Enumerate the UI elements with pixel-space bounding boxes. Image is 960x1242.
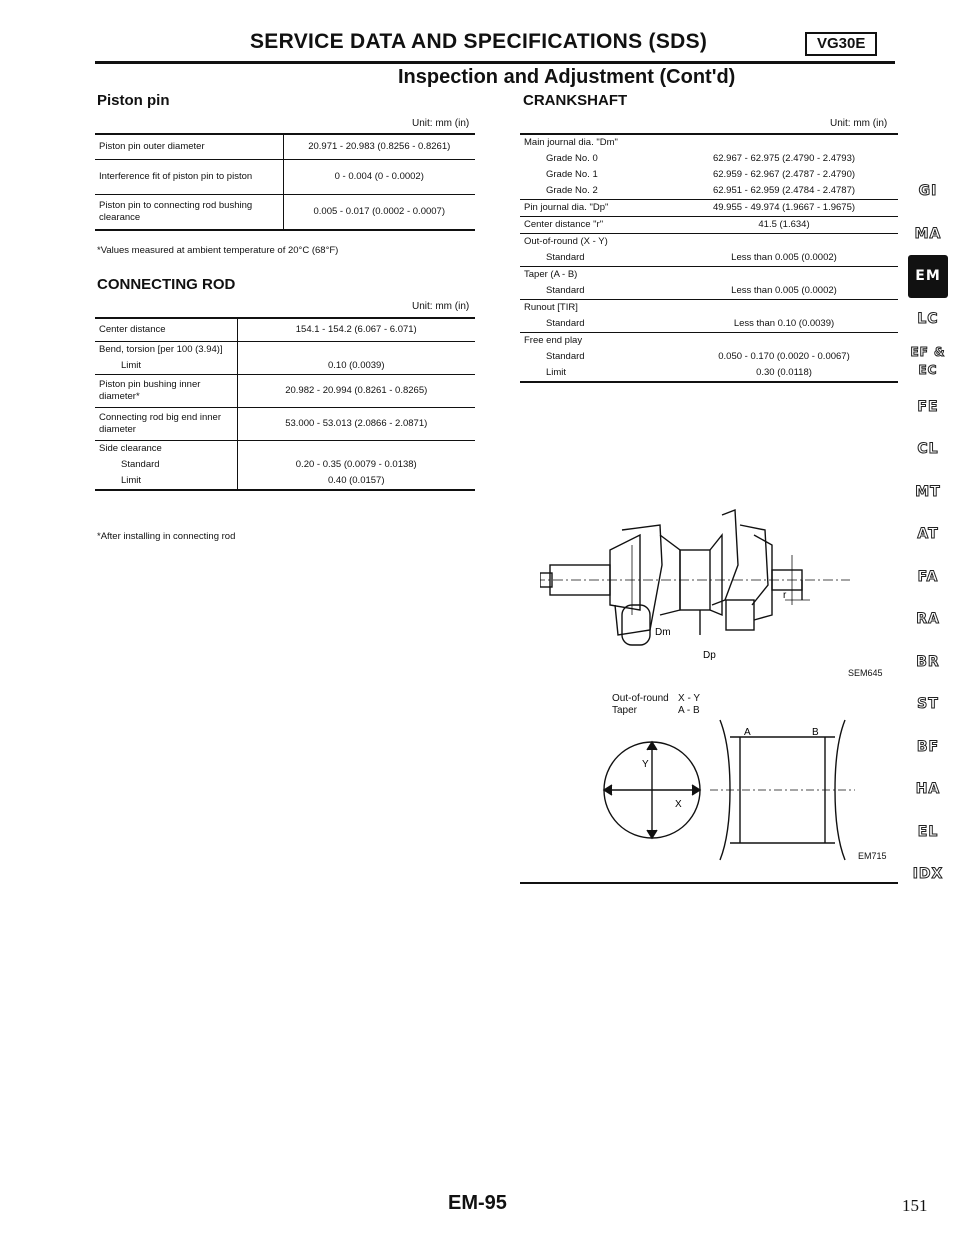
page-subtitle: Inspection and Adjustment (Cont'd) [398, 66, 736, 88]
row-sublabel: Grade No. 1 [546, 169, 598, 180]
tab-idx[interactable]: IDX [912, 866, 944, 882]
piston-pin-table [95, 133, 475, 231]
tab-cl[interactable]: CL [917, 441, 939, 457]
figure-code-sem645: SEM645 [848, 668, 883, 678]
tab-gi[interactable]: GI [918, 183, 938, 199]
table-row [95, 134, 475, 160]
tab-st[interactable]: ST [917, 696, 939, 712]
dp-label: Dp [703, 650, 716, 661]
row-value: 53.000 - 53.013 (2.0866 - 2.0871) [237, 408, 475, 441]
row-sublabel: Limit [121, 360, 142, 371]
table-row [95, 408, 475, 441]
table-row [520, 365, 898, 382]
row-value: 62.951 - 62.959 (2.4784 - 2.4787) [712, 185, 856, 196]
table-row [520, 250, 898, 267]
connecting-rod-heading: CONNECTING ROD [97, 276, 236, 293]
table-row [95, 318, 475, 342]
row-label: Out-of-round (X - Y) [520, 234, 670, 251]
table-row [95, 342, 475, 359]
tab-bf[interactable]: BF [916, 738, 940, 755]
row-sublabel: Grade No. 2 [546, 185, 598, 196]
row-value: Less than 0.005 (0.0002) [731, 252, 837, 263]
row-label: Side clearance [95, 441, 237, 458]
row-sublabel: Limit [546, 367, 567, 378]
row-label: Center distance "r" [520, 217, 670, 234]
row-value: 0.050 - 0.170 (0.0020 - 0.0067) [718, 351, 850, 362]
table-row [520, 267, 898, 284]
tab-ma[interactable]: MA [914, 225, 942, 242]
page-number: 151 [902, 1196, 928, 1215]
row-label: Runout [TIR] [520, 300, 670, 317]
row-label: Bend, torsion [per 100 (3.94)] [95, 342, 237, 359]
crankshaft-table [520, 133, 898, 383]
row-label: Pin journal dia. "Dp" [520, 200, 670, 217]
crankshaft-bottom-rule [520, 882, 898, 884]
section-tabs [906, 170, 950, 896]
journal-measure-diagram [590, 715, 870, 865]
row-value: 0.10 (0.0039) [237, 358, 475, 375]
connecting-rod-unit: Unit: mm (in) [412, 301, 470, 312]
row-sublabel: Limit [121, 475, 142, 486]
tab-fa[interactable]: FA [917, 568, 939, 585]
oor-value: X - Y [678, 693, 701, 704]
dm-label: Dm [655, 627, 671, 638]
connecting-rod-table [95, 317, 475, 491]
taper-value: A - B [678, 705, 700, 716]
row-value: 62.959 - 62.967 (2.4787 - 2.4790) [712, 169, 856, 180]
crankshaft-unit: Unit: mm (in) [830, 118, 888, 129]
table-row [520, 316, 898, 333]
row-sublabel: Standard [546, 285, 585, 296]
table-row [520, 283, 898, 300]
table-row [520, 200, 898, 217]
tab-el[interactable]: EL [917, 823, 939, 840]
crankshaft-heading: CRANKSHAFT [523, 92, 628, 109]
table-row [520, 151, 898, 167]
tab-br[interactable]: BR [916, 653, 940, 670]
header-rule [95, 61, 895, 64]
crankshaft-diagram [540, 505, 870, 665]
table-row [520, 134, 898, 151]
row-value: 20.971 - 20.983 (0.8256 - 0.8261) [283, 134, 475, 160]
row-value: Less than 0.10 (0.0039) [733, 318, 835, 329]
table-row [95, 160, 475, 195]
taper-label: Taper [612, 705, 638, 716]
x-label: X [675, 799, 682, 810]
row-sublabel: Standard [546, 252, 585, 263]
tab-ra[interactable]: RA [916, 611, 940, 627]
row-sublabel: Grade No. 0 [546, 153, 598, 164]
table-row [520, 217, 898, 234]
piston-pin-heading: Piston pin [97, 92, 170, 109]
row-label: Taper (A - B) [520, 267, 670, 284]
row-value: 0 - 0.004 (0 - 0.0002) [283, 160, 475, 195]
piston-pin-note: *Values measured at ambient temperature of 20°C (68°F) [97, 245, 339, 256]
row-label: Piston pin to connecting rod bushing clearance [95, 195, 283, 231]
row-label: Interference fit of piston pin to piston [95, 160, 283, 195]
table-row [95, 441, 475, 458]
row-value: 49.955 - 49.974 (1.9667 - 1.9675) [670, 200, 898, 217]
row-value: 0.30 (0.0118) [756, 367, 812, 378]
row-label: Main journal dia. "Dm" [524, 137, 618, 148]
row-value: 20.982 - 20.994 (0.8261 - 0.8265) [237, 375, 475, 408]
table-row [95, 457, 475, 473]
tab-mt[interactable]: MT [915, 483, 941, 500]
row-value: 0.005 - 0.017 (0.0002 - 0.0007) [283, 195, 475, 231]
row-sublabel: Standard [121, 459, 160, 470]
row-label: Piston pin bushing inner diameter* [95, 375, 237, 408]
connecting-rod-note: *After installing in connecting rod [97, 531, 236, 542]
row-label: Piston pin outer diameter [99, 141, 205, 152]
piston-pin-unit: Unit: mm (in) [412, 118, 470, 129]
row-sublabel: Standard [546, 318, 585, 329]
table-row [95, 473, 475, 490]
row-label: Free end play [520, 333, 670, 350]
tab-fe[interactable]: FE [917, 398, 939, 415]
row-label: Connecting rod big end inner diameter [95, 408, 237, 441]
page-title: SERVICE DATA AND SPECIFICATIONS (SDS) [250, 30, 708, 53]
page-code: EM-95 [448, 1192, 507, 1214]
row-value: 62.967 - 62.975 (2.4790 - 2.4793) [712, 153, 856, 164]
table-row [520, 333, 898, 350]
tab-ha[interactable]: HA [915, 781, 941, 797]
table-row [95, 358, 475, 375]
table-row [520, 183, 898, 200]
b-label: B [812, 727, 819, 738]
tab-at[interactable]: AT [917, 526, 939, 542]
y-label: Y [642, 759, 649, 770]
r-label: r [783, 590, 787, 601]
row-label: Center distance [99, 324, 166, 335]
row-sublabel: Standard [546, 351, 585, 362]
row-value: Less than 0.005 (0.0002) [731, 285, 837, 296]
table-row [520, 349, 898, 365]
tab-em[interactable]: EM [908, 255, 948, 298]
row-value: 41.5 (1.634) [670, 217, 898, 234]
table-row [95, 375, 475, 408]
figure-code-em715: EM715 [858, 851, 887, 861]
table-row [520, 167, 898, 183]
row-value: 0.40 (0.0157) [237, 473, 475, 490]
table-row [520, 234, 898, 251]
engine-badge: VG30E [805, 32, 877, 56]
table-row [520, 300, 898, 317]
row-value: 154.1 - 154.2 (6.067 - 6.071) [237, 318, 475, 342]
a-label: A [744, 727, 751, 738]
table-row [95, 195, 475, 231]
tab-ef-ec[interactable]: EF & EC [910, 345, 946, 377]
tab-lc[interactable]: LC [917, 310, 939, 327]
row-value: 0.20 - 0.35 (0.0079 - 0.0138) [237, 457, 475, 473]
oor-label: Out-of-round [612, 693, 669, 704]
